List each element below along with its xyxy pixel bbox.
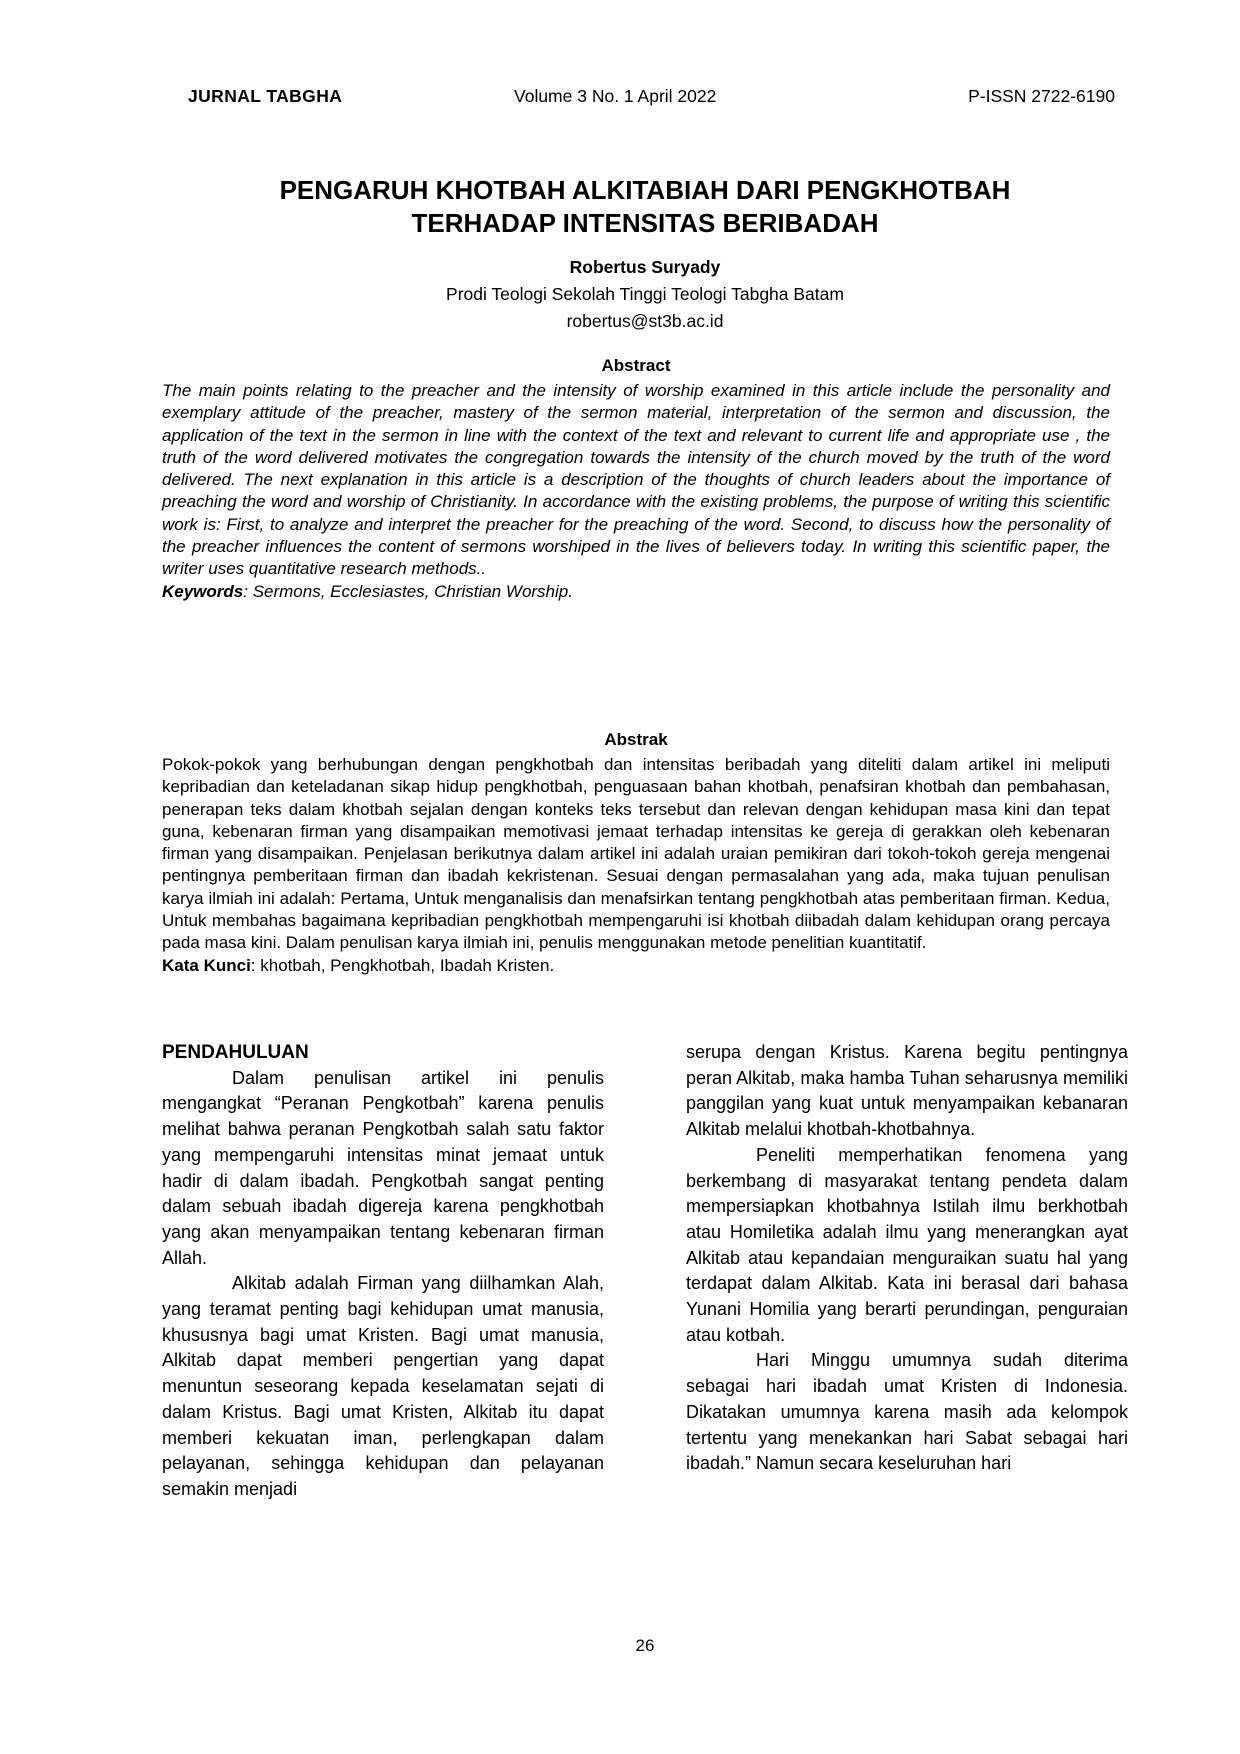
author-affiliation: Prodi Teologi Sekolah Tinggi Teologi Tabgha Batam bbox=[446, 284, 844, 304]
left-column bbox=[162, 1040, 604, 1503]
section-heading-pendahuluan: PENDAHULUAN bbox=[162, 1042, 309, 1063]
keywords-en-text: : Sermons, Ecclesiastes, Christian Worship. bbox=[243, 581, 573, 601]
abstract-en-body: The main points relating to the preacher and the intensity of worship examined in this article include the personality and exemplary attitude of the preacher, mastery of the sermon material, interpretation of the sermon and discussion, the application of the text in the sermon in line with the context of the text and relevant to current life and appropriate use , the truth of the word delivered motivates the congregation towards the intensity of the church moved by the truth of the word delivered. The next explanation in this article is a description of the thoughts of church leaders about the importance of preaching the word and worship of Christianity. In accordance with the existing problems, the purpose of writing this scientific work is: First, to analyze and interpret the preacher for the preaching of the word. Second, to discuss how the personality of the preacher influences the content of sermons worshiped in the lives of believers today. In writing this scientific paper, the writer uses quantitative research methods.. bbox=[162, 381, 1110, 579]
body-paragraph: Alkitab adalah Firman yang diilhamkan Alah, yang teramat penting bagi kehidupan umat manusia, khususnya bagi umat Kristen. Bagi umat manusia, Alkitab dapat memberi pengertian yang dapat menuntun seseorang kepada keselamatan sejati di dalam Kristus. Bagi umat Kristen, Alkitab itu dapat memberi kekuatan iman, perlengkapan dalam pelayanan, sehingga kehidupan dan pelayanan semakin menjadi bbox=[162, 1273, 604, 1499]
abstract-id-body: Pokok-pokok yang berhubungan dengan pengkhotbah dan intensitas beribadah yang diteliti dalam artikel ini meliputi kepribadian dan keteladanan sikap hidup pengkhotbah, penguasaan bahan khotbah, penafsiran khotbah dan pembahasan, penerapan teks dalam khotbah sejalan dengan konteks teks tersebut dan relevan dengan kehidupan masa kini dan tepat guna, kebenaran firman yang disampaikan memotivasi jemaat terhadap intensitas ke gereja di gerakkan oleh kebenaran firman yang disampaikan. Penjelasan berikutnya dalam artikel ini adalah uraian pemikiran dari tokoh-tokoh gereja mengenai pentingnya pemberitaan firman dan ibadah kekristenan. Sesuai dengan permasalahan yang ada, maka tujuan penulisan karya ilmiah ini adalah: Pertama, Untuk menganalisis dan menafsirkan tentang pengkhotbah atas pemberitaan firman. Kedua, Untuk membahas bagaimana kepribadian pengkhotbah mempengaruhi isi khotbah diibadah dalam kehidupan orang percaya pada masa kini. Dalam penulisan karya ilmiah ini, penulis menggunakan metode penelitian kuantitatif. bbox=[162, 755, 1110, 953]
issn-number: P-ISSN 2722-6190 bbox=[968, 86, 1115, 106]
body-paragraph: Dalam penulisan artikel ini penulis mengangkat “Peranan Pengkotbah” karena penulis melihat bahwa peranan Pengkotbah salah satu faktor yang mempengaruhi intensitas minat jemaat untuk hadir di dalam ibadah. Pengkotbah sangat penting dalam sebuah ibadah digereja karena pengkhotbah yang akan menyampaikan tentang kebenaran firman Allah. bbox=[162, 1067, 604, 1268]
abstract-id-keywords bbox=[162, 955, 1110, 977]
abstract-en-heading: Abstract bbox=[601, 356, 671, 375]
abstract-en-keywords bbox=[162, 581, 1110, 603]
body-paragraph: serupa dengan Kristus. Karena begitu pentingnya peran Alkitab, maka hamba Tuhan seharusnya memiliki panggilan yang kuat untuk menyampaikan kebanaran Alkitab melalui khotbah-khotbahnya. bbox=[686, 1042, 1128, 1140]
page-number: 26 bbox=[635, 1636, 655, 1655]
body-paragraph: Hari Minggu umumnya sudah diterima sebagai hari ibadah umat Kristen di Indonesia. Dikatakan umumnya karena masih ada kelompok tertentu yang menekankan hari Sabat sebagai hari ibadah.” Namun secara keseluruhan hari bbox=[686, 1350, 1128, 1474]
body-paragraph: Peneliti memperhatikan fenomena yang berkembang di masyarakat tentang pendeta dalam mempersiapkan khotbahnya Istilah ilmu berkhotbah atau Homiletika adalah ilmu yang menerangkan ayat Alkitab atau kepandaian menguraikan suatu hal yang terdapat dalam Alkitab. Kata ini berasal dari bahasa Yunani Homilia yang berarti perundingan, penguraian atau kotbah. bbox=[686, 1144, 1128, 1345]
keywords-id-label: Kata Kunci bbox=[162, 955, 251, 975]
author-email: robertus@st3b.ac.id bbox=[566, 311, 724, 331]
abstract-id bbox=[162, 754, 1110, 977]
author-name: Robertus Suryady bbox=[569, 257, 721, 277]
abstract-id-heading: Abstrak bbox=[604, 730, 668, 749]
abstract-en bbox=[162, 380, 1110, 603]
article-title bbox=[162, 174, 1128, 240]
article-title-line2: TERHADAP INTENSITAS BERIBADAH bbox=[411, 208, 879, 238]
page-header bbox=[162, 86, 1128, 108]
body-columns bbox=[162, 1040, 1128, 1503]
article-title-line1: PENGARUH KHOTBAH ALKITABIAH DARI PENGKHOTBAH bbox=[279, 175, 1011, 205]
keywords-id-text: : khotbah, Pengkhotbah, Ibadah Kristen. bbox=[250, 955, 555, 975]
journal-name: JURNAL TABGHA bbox=[188, 86, 343, 106]
right-column bbox=[686, 1040, 1128, 1503]
volume-info: Volume 3 No. 1 April 2022 bbox=[514, 86, 717, 106]
keywords-en-label: Keywords bbox=[162, 581, 244, 601]
